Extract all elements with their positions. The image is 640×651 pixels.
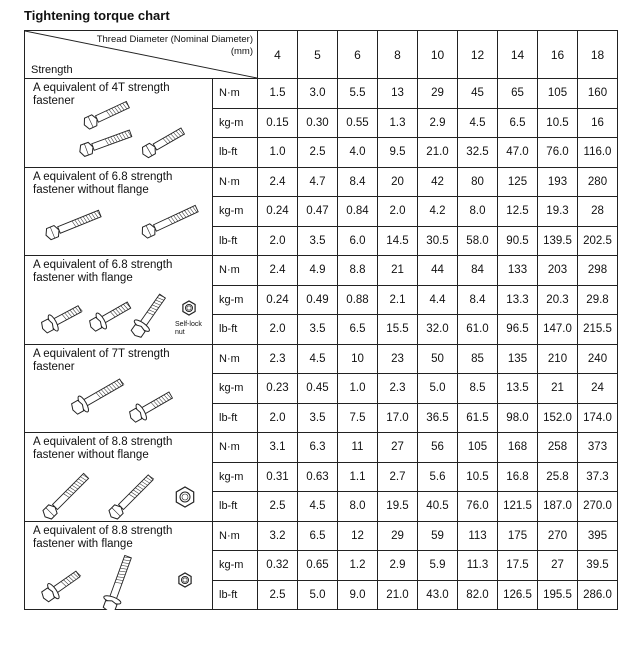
hex-bolt-icon	[107, 472, 156, 521]
flange-bolt-icon	[38, 300, 85, 336]
torque-value-cell: 133	[498, 256, 538, 286]
torque-value-cell: 3.1	[258, 433, 298, 463]
torque-value-cell: 24	[578, 374, 618, 404]
torque-value-cell: 17.0	[378, 403, 418, 433]
strength-label: Strength	[31, 64, 73, 76]
torque-value-cell: 203	[538, 256, 578, 286]
torque-value-cell: 32.5	[458, 138, 498, 168]
torque-value-cell: 23	[378, 344, 418, 374]
torque-value-cell: 2.0	[258, 226, 298, 256]
torque-value-cell: 105	[458, 433, 498, 463]
torque-value-cell: 168	[498, 433, 538, 463]
unit-cell: lb-ft	[213, 580, 258, 610]
diameter-header: 18	[578, 31, 618, 79]
torque-value-cell: 7.5	[338, 403, 378, 433]
torque-value-cell: 19.3	[538, 197, 578, 227]
torque-value-cell: 8.5	[458, 374, 498, 404]
torque-value-cell: 2.5	[258, 492, 298, 522]
hex-bolt-icon	[78, 128, 133, 158]
flange-bolt-icon	[100, 553, 137, 609]
torque-value-cell: 85	[458, 344, 498, 374]
torque-value-cell: 0.32	[258, 551, 298, 581]
table-row	[25, 79, 618, 109]
torque-value-cell: 42	[418, 167, 458, 197]
unit-cell: N·m	[213, 167, 258, 197]
torque-value-cell: 10.5	[538, 108, 578, 138]
torque-value-cell: 15.5	[378, 315, 418, 345]
torque-value-cell: 8.4	[338, 167, 378, 197]
torque-value-cell: 37.3	[578, 462, 618, 492]
torque-value-cell: 13	[378, 79, 418, 109]
torque-value-cell: 44	[418, 256, 458, 286]
torque-value-cell: 2.0	[378, 197, 418, 227]
torque-value-cell: 202.5	[578, 226, 618, 256]
torque-value-cell: 195.5	[538, 580, 578, 610]
strength-class-label: A equivalent of 7T strength fastener	[33, 347, 170, 373]
torque-value-cell: 21	[538, 374, 578, 404]
diameter-header: 8	[378, 31, 418, 79]
unit-cell: lb-ft	[213, 403, 258, 433]
unit-cell: N·m	[213, 433, 258, 463]
torque-value-cell: 29	[378, 521, 418, 551]
torque-value-cell: 20.3	[538, 285, 578, 315]
torque-value-cell: 0.45	[298, 374, 338, 404]
torque-table	[24, 30, 618, 610]
torque-value-cell: 27	[538, 551, 578, 581]
torque-value-cell: 270.0	[578, 492, 618, 522]
torque-value-cell: 4.4	[418, 285, 458, 315]
hex-bolt-icon	[44, 207, 102, 240]
torque-value-cell: 395	[578, 521, 618, 551]
torque-value-cell: 2.9	[418, 108, 458, 138]
self-lock-nut-icon	[183, 301, 195, 315]
torque-value-cell: 11.3	[458, 551, 498, 581]
torque-value-cell: 3.5	[298, 403, 338, 433]
torque-value-cell: 45	[458, 79, 498, 109]
torque-value-cell: 12	[338, 521, 378, 551]
torque-value-cell: 373	[578, 433, 618, 463]
thread-diameter-label: Thread Diameter (Nominal Diameter)	[96, 34, 253, 45]
flange-bolt-icon	[38, 565, 84, 605]
torque-value-cell: 82.0	[458, 580, 498, 610]
torque-value-cell: 0.84	[338, 197, 378, 227]
flange-bolt-icon	[86, 297, 133, 335]
torque-value-cell: 29.8	[578, 285, 618, 315]
torque-value-cell: 174.0	[578, 403, 618, 433]
torque-table-body	[25, 79, 618, 610]
torque-value-cell: 5.0	[298, 580, 338, 610]
torque-value-cell: 9.5	[378, 138, 418, 168]
torque-value-cell: 56	[418, 433, 458, 463]
torque-value-cell: 2.9	[378, 551, 418, 581]
page-title: Tightening torque chart	[24, 8, 170, 23]
torque-value-cell: 20	[378, 167, 418, 197]
diameter-header: 5	[298, 31, 338, 79]
torque-value-cell: 2.4	[258, 167, 298, 197]
unit-cell: N·m	[213, 256, 258, 286]
diameter-header: 4	[258, 31, 298, 79]
torque-value-cell: 3.5	[298, 226, 338, 256]
torque-value-cell: 50	[418, 344, 458, 374]
torque-value-cell: 11	[338, 433, 378, 463]
torque-value-cell: 1.5	[258, 79, 298, 109]
torque-value-cell: 21	[378, 256, 418, 286]
torque-value-cell: 90.5	[498, 226, 538, 256]
torque-value-cell: 12.5	[498, 197, 538, 227]
torque-value-cell: 1.3	[378, 108, 418, 138]
torque-value-cell: 0.23	[258, 374, 298, 404]
torque-value-cell: 4.5	[458, 108, 498, 138]
torque-value-cell: 126.5	[498, 580, 538, 610]
hex-nut-icon	[176, 487, 193, 507]
torque-value-cell: 39.5	[578, 551, 618, 581]
torque-value-cell: 4.0	[338, 138, 378, 168]
torque-value-cell: 4.5	[298, 492, 338, 522]
torque-value-cell: 76.0	[538, 138, 578, 168]
torque-value-cell: 5.5	[338, 79, 378, 109]
torque-value-cell: 84	[458, 256, 498, 286]
table-row	[25, 344, 618, 374]
torque-value-cell: 2.1	[378, 285, 418, 315]
torque-value-cell: 8.0	[338, 492, 378, 522]
torque-value-cell: 152.0	[538, 403, 578, 433]
hex-bolt-icon	[41, 472, 90, 521]
torque-value-cell: 6.3	[298, 433, 338, 463]
torque-value-cell: 2.5	[298, 138, 338, 168]
table-row	[25, 433, 618, 463]
strength-class-label: A equivalent of 4T strength fastener	[33, 82, 170, 107]
torque-value-cell: 0.55	[338, 108, 378, 138]
unit-cell: N·m	[213, 344, 258, 374]
torque-value-cell: 2.3	[378, 374, 418, 404]
torque-value-cell: 1.2	[338, 551, 378, 581]
torque-value-cell: 0.65	[298, 551, 338, 581]
torque-value-cell: 13.3	[498, 285, 538, 315]
torque-value-cell: 5.9	[418, 551, 458, 581]
torque-value-cell: 65	[498, 79, 538, 109]
thread-diameter-caption	[97, 34, 253, 58]
torque-value-cell: 2.7	[378, 462, 418, 492]
unit-cell: kg-m	[213, 285, 258, 315]
torque-value-cell: 280	[578, 167, 618, 197]
torque-value-cell: 58.0	[458, 226, 498, 256]
torque-value-cell: 4.5	[298, 344, 338, 374]
strength-class-label: A equivalent of 6.8 strength fastener without flange	[33, 170, 173, 196]
torque-value-cell: 0.63	[298, 462, 338, 492]
torque-value-cell: 0.49	[298, 285, 338, 315]
torque-value-cell: 8.8	[338, 256, 378, 286]
unit-cell: N·m	[213, 521, 258, 551]
torque-value-cell: 2.5	[258, 580, 298, 610]
torque-value-cell: 1.0	[258, 138, 298, 168]
torque-value-cell: 0.30	[298, 108, 338, 138]
torque-value-cell: 14.5	[378, 226, 418, 256]
torque-value-cell: 5.6	[418, 462, 458, 492]
torque-value-cell: 96.5	[498, 315, 538, 345]
torque-value-cell: 210	[538, 344, 578, 374]
torque-value-cell: 25.8	[538, 462, 578, 492]
torque-value-cell: 139.5	[538, 226, 578, 256]
unit-cell: kg-m	[213, 108, 258, 138]
unit-cell: kg-m	[213, 197, 258, 227]
torque-value-cell: 1.1	[338, 462, 378, 492]
header-row	[25, 31, 618, 79]
torque-value-cell: 43.0	[418, 580, 458, 610]
diameter-header: 12	[458, 31, 498, 79]
torque-value-cell: 98.0	[498, 403, 538, 433]
torque-value-cell: 21.0	[378, 580, 418, 610]
torque-value-cell: 2.0	[258, 315, 298, 345]
unit-cell: kg-m	[213, 374, 258, 404]
torque-value-cell: 147.0	[538, 315, 578, 345]
torque-value-cell: 0.24	[258, 285, 298, 315]
torque-value-cell: 3.2	[258, 521, 298, 551]
torque-value-cell: 125	[498, 167, 538, 197]
flange-bolt-icon	[68, 373, 127, 417]
torque-value-cell: 8.0	[458, 197, 498, 227]
diameter-header: 16	[538, 31, 578, 79]
torque-value-cell: 16.8	[498, 462, 538, 492]
torque-value-cell: 0.15	[258, 108, 298, 138]
torque-value-cell: 215.5	[578, 315, 618, 345]
torque-value-cell: 2.0	[258, 403, 298, 433]
torque-value-cell: 19.5	[378, 492, 418, 522]
strength-class-label: A equivalent of 8.8 strength fastener with flange	[33, 524, 173, 550]
unit-cell: lb-ft	[213, 226, 258, 256]
unit-cell: N·m	[213, 79, 258, 109]
torque-value-cell: 113	[458, 521, 498, 551]
torque-value-cell: 28	[578, 197, 618, 227]
torque-value-cell: 1.0	[338, 374, 378, 404]
strength-class-cell	[25, 167, 213, 256]
torque-value-cell: 116.0	[578, 138, 618, 168]
torque-value-cell: 47.0	[498, 138, 538, 168]
strength-class-label: A equivalent of 8.8 strength fastener without flange	[33, 436, 173, 461]
torque-value-cell: 0.47	[298, 197, 338, 227]
strength-class-cell	[25, 256, 213, 345]
torque-value-cell: 10	[338, 344, 378, 374]
diameter-header: 14	[498, 31, 538, 79]
torque-value-cell: 8.4	[458, 285, 498, 315]
torque-value-cell: 21.0	[418, 138, 458, 168]
torque-value-cell: 29	[418, 79, 458, 109]
hex-bolt-icon	[140, 203, 199, 239]
torque-value-cell: 5.0	[418, 374, 458, 404]
torque-value-cell: 0.88	[338, 285, 378, 315]
unit-cell: lb-ft	[213, 138, 258, 168]
torque-value-cell: 0.31	[258, 462, 298, 492]
torque-value-cell: 193	[538, 167, 578, 197]
torque-value-cell: 160	[578, 79, 618, 109]
torque-value-cell: 4.2	[418, 197, 458, 227]
torque-value-cell: 80	[458, 167, 498, 197]
torque-value-cell: 61.5	[458, 403, 498, 433]
strength-class-cell	[25, 79, 213, 168]
torque-value-cell: 30.5	[418, 226, 458, 256]
torque-value-cell: 6.5	[298, 521, 338, 551]
torque-value-cell: 270	[538, 521, 578, 551]
torque-value-cell: 13.5	[498, 374, 538, 404]
torque-value-cell: 9.0	[338, 580, 378, 610]
torque-value-cell: 258	[538, 433, 578, 463]
torque-value-cell: 6.0	[338, 226, 378, 256]
flange-bolt-icon	[128, 291, 171, 341]
torque-value-cell: 16	[578, 108, 618, 138]
torque-value-cell: 76.0	[458, 492, 498, 522]
unit-cell: kg-m	[213, 551, 258, 581]
torque-value-cell: 3.0	[298, 79, 338, 109]
torque-value-cell: 27	[378, 433, 418, 463]
torque-value-cell: 2.3	[258, 344, 298, 374]
strength-class-cell	[25, 433, 213, 522]
torque-value-cell: 286.0	[578, 580, 618, 610]
torque-value-cell: 121.5	[498, 492, 538, 522]
hex-bolt-icon	[140, 126, 186, 159]
unit-cell: kg-m	[213, 462, 258, 492]
torque-value-cell: 0.24	[258, 197, 298, 227]
torque-value-cell: 3.5	[298, 315, 338, 345]
unit-cell: lb-ft	[213, 315, 258, 345]
unit-mm-label: (mm)	[230, 46, 253, 57]
torque-value-cell: 298	[578, 256, 618, 286]
torque-value-cell: 6.5	[338, 315, 378, 345]
table-row	[25, 521, 618, 551]
torque-value-cell: 17.5	[498, 551, 538, 581]
strength-class-cell	[25, 344, 213, 433]
torque-value-cell: 4.7	[298, 167, 338, 197]
torque-value-cell: 4.9	[298, 256, 338, 286]
torque-value-cell: 10.5	[458, 462, 498, 492]
torque-value-cell: 135	[498, 344, 538, 374]
torque-value-cell: 2.4	[258, 256, 298, 286]
torque-value-cell: 187.0	[538, 492, 578, 522]
unit-cell: lb-ft	[213, 492, 258, 522]
torque-value-cell: 32.0	[418, 315, 458, 345]
table-row	[25, 167, 618, 197]
torque-value-cell: 61.0	[458, 315, 498, 345]
torque-value-cell: 105	[538, 79, 578, 109]
diameter-header: 10	[418, 31, 458, 79]
torque-value-cell: 240	[578, 344, 618, 374]
torque-value-cell: 36.5	[418, 403, 458, 433]
torque-value-cell: 40.5	[418, 492, 458, 522]
strength-class-label: A equivalent of 6.8 strength fastener with flange	[33, 259, 173, 284]
flange-bolt-icon	[126, 387, 175, 426]
table-row	[25, 256, 618, 286]
torque-value-cell: 175	[498, 521, 538, 551]
diameter-header: 6	[338, 31, 378, 79]
strength-class-cell	[25, 521, 213, 610]
flange-nut-icon	[179, 573, 191, 587]
self-lock-nut-label: Self-lock nut	[175, 321, 202, 336]
torque-value-cell: 6.5	[498, 108, 538, 138]
corner-header	[25, 31, 258, 79]
torque-value-cell: 59	[418, 521, 458, 551]
